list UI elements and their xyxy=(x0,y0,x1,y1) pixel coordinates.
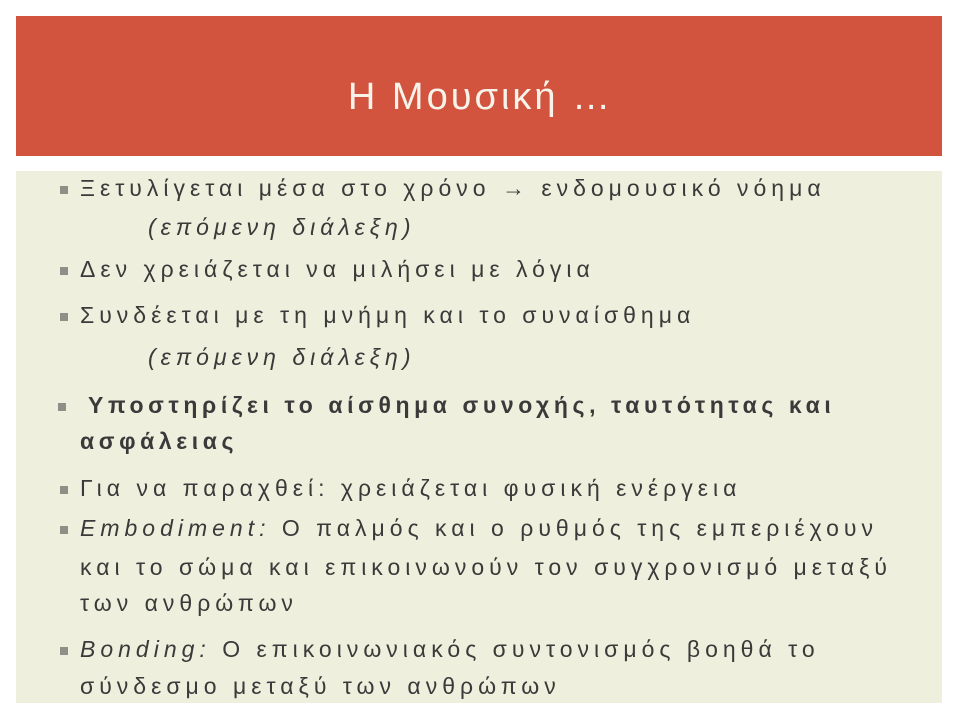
bullet-text xyxy=(80,513,878,543)
bullet-note: (επόμενη διάλεξη) xyxy=(148,214,416,240)
list-item xyxy=(16,634,942,701)
square-bullet-icon xyxy=(60,526,68,534)
bullet-text: Για να παραχθεί: χρειάζεται φυσική ενέργεια xyxy=(80,475,742,501)
bullet-note: (επόμενη διάλεξη) xyxy=(148,344,416,370)
bullet-text: Υποστηρίζει το αίσθημα συνοχής, ταυτότητας και xyxy=(88,392,836,418)
list-item xyxy=(16,254,942,284)
bullet-label: Embodiment: xyxy=(80,515,271,541)
bullet-text: ασφάλειας xyxy=(80,428,239,454)
square-bullet-icon xyxy=(60,267,68,275)
square-bullet-icon xyxy=(60,486,68,494)
square-bullet-icon xyxy=(60,186,68,194)
list-item xyxy=(16,173,942,242)
slide-title: Η Μουσική … xyxy=(347,76,614,118)
list-item xyxy=(16,300,942,372)
square-bullet-icon xyxy=(60,647,68,655)
bullet-text xyxy=(80,634,820,664)
bullet-text-segment: Ο επικοινωνιακός συντονισμός βοηθά το xyxy=(222,636,820,662)
bullet-text: και το σώμα και επικοινωνούν τον συγχρονισμό μεταξύ xyxy=(80,554,892,580)
square-bullet-icon xyxy=(60,313,68,321)
bullet-text: σύνδεσμο μεταξύ των ανθρώπων xyxy=(80,673,561,699)
bullet-text: Δεν χρειάζεται να μιλήσει με λόγια xyxy=(80,256,595,282)
list-item xyxy=(16,473,942,503)
square-bullet-icon xyxy=(58,403,66,411)
bullet-label: Bonding: xyxy=(80,636,211,662)
list-item xyxy=(16,513,942,618)
content-area xyxy=(16,171,942,703)
title-bar xyxy=(16,16,942,156)
bullet-list xyxy=(16,171,942,703)
bullet-text-segment: Ο παλμός και ο ρυθμός της εμπεριέχουν xyxy=(281,515,878,541)
bullet-text: Συνδέεται με τη μνήμη και το συναίσθημα xyxy=(80,302,696,328)
bullet-text: Ξετυλίγεται μέσα στο χρόνο → ενδομουσικό νόημα xyxy=(80,175,826,201)
bullet-text: των ανθρώπων xyxy=(80,590,298,616)
list-item xyxy=(16,390,942,456)
